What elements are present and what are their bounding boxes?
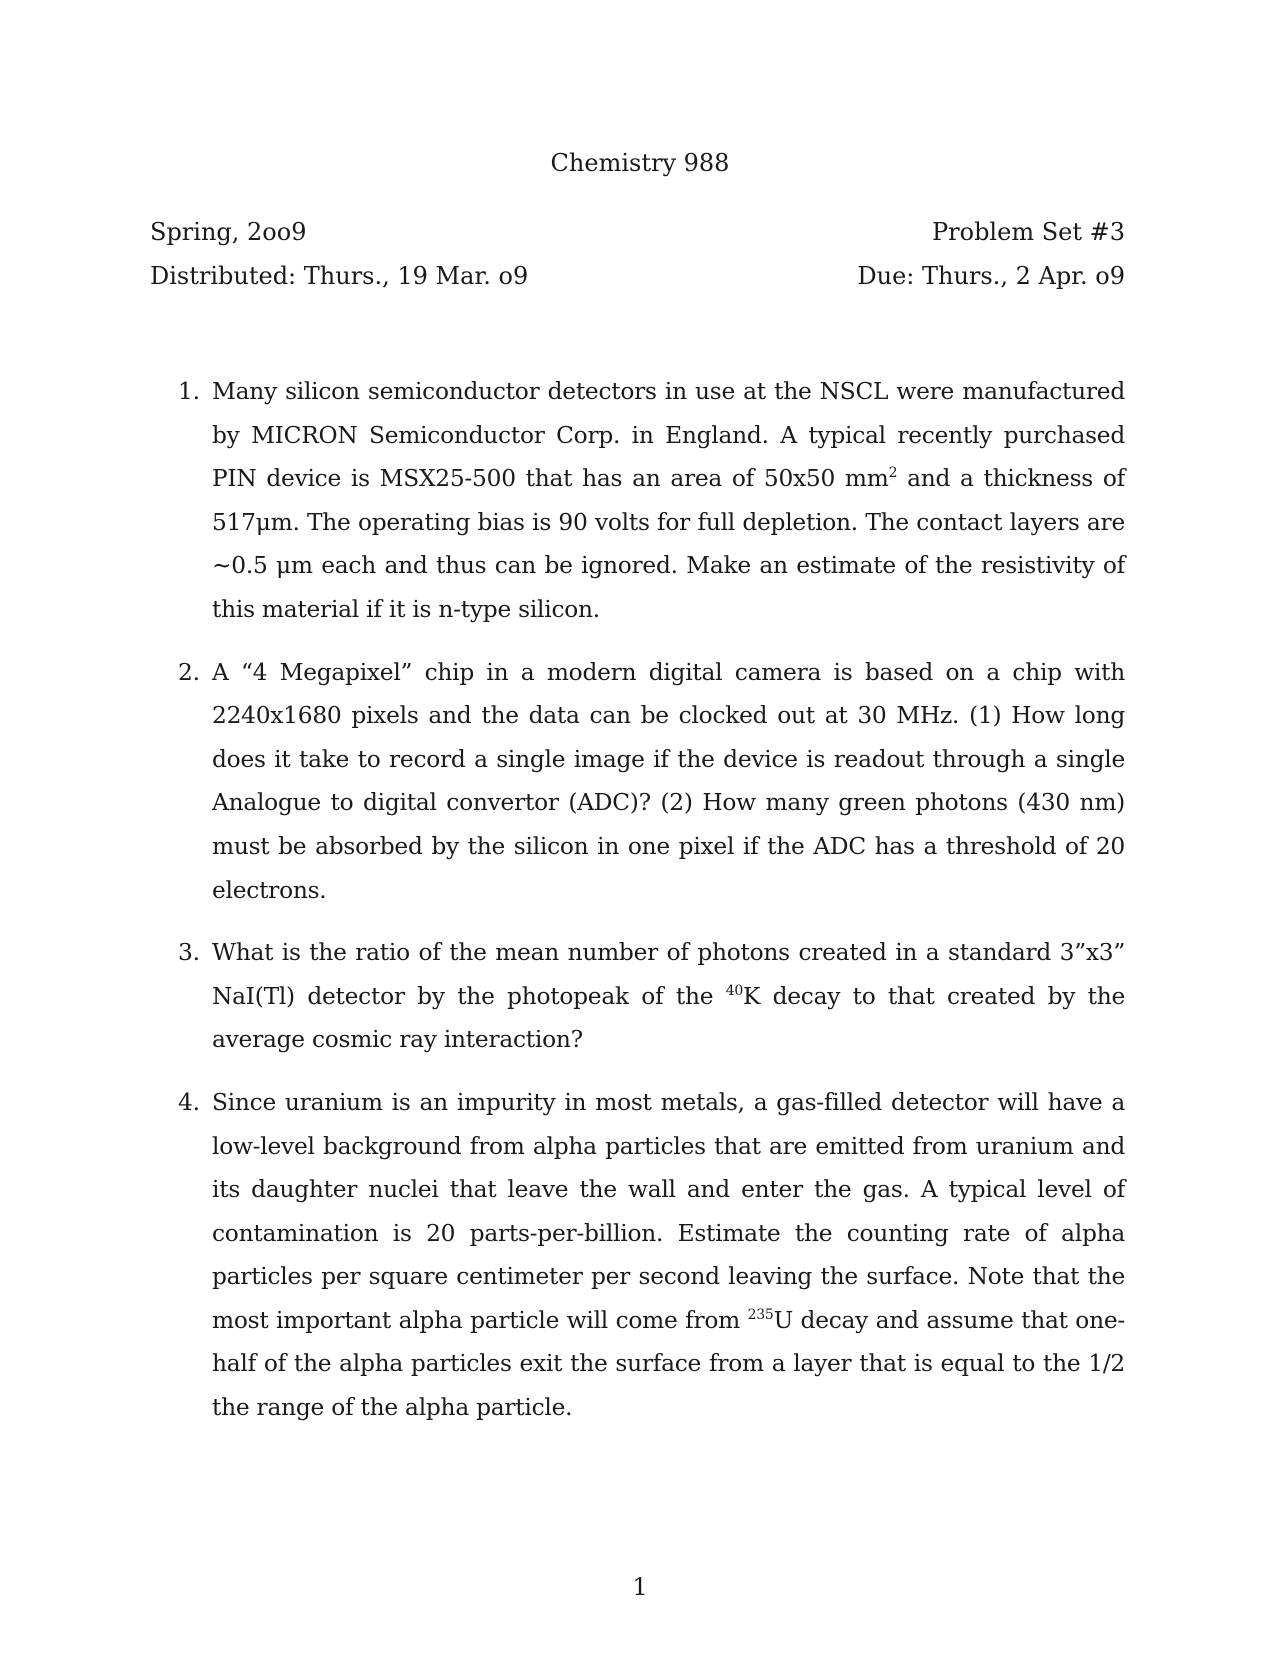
header-row-dates	[150, 261, 1125, 291]
problem-number: 2.	[178, 658, 200, 686]
superscript: 40	[725, 982, 744, 999]
problem-list	[150, 370, 1125, 1449]
problem-text: Many silicon semiconductor detectors in use at the NSCL were manufactured by MICRON Semiconductor Corp. in England. A typical recently purchased PIN device is MSX25-500 that has an area of 50x50 mm	[212, 378, 1125, 493]
problem-4	[150, 1081, 1125, 1430]
due-date: Due: Thurs., 2 Apr. o9	[857, 262, 1125, 290]
problem-2	[150, 651, 1125, 913]
problem-1	[150, 370, 1125, 632]
page-number: 1	[632, 1573, 648, 1601]
header-row-term	[150, 217, 1125, 247]
course-title: Chemistry 988	[550, 149, 730, 177]
distributed-date: Distributed: Thurs., 19 Mar. o9	[150, 262, 529, 290]
problem-3	[150, 931, 1125, 1062]
superscript: 2	[888, 465, 898, 482]
problem-text: A “4 Megapixel” chip in a modern digital camera is based on a chip with 2240x1680 pixels and the data can be clocked out at 30 MHz. (1) How long does it take to record a single image if the device is readout through a single Analogue to digital convertor (ADC)? (2) How many green photons (430 nm) must be absorbed by the silicon in one pixel if the ADC has a threshold of 20 electrons.	[212, 658, 1125, 904]
problem-text-cont: U decay and assume that one-half of the alpha particles exit the surface from a layer that is equal to the 1/2 the range of the alpha particle.	[212, 1306, 1125, 1422]
superscript: 235	[747, 1306, 774, 1323]
problem-number: 4.	[178, 1088, 200, 1116]
problem-set-label: Problem Set #3	[932, 218, 1125, 246]
problem-text: Since uranium is an impurity in most metals, a gas-filled detector will have a low-level background from alpha particles that are emitted from uranium and its daughter nuclei that leave the wall and enter the gas. A typical level of contamination is 20 parts-per-billion. Estimate the counting rate of alpha particles per square centimeter per second leaving the surface. Note that the most important alpha particle will come from	[212, 1088, 1125, 1334]
problem-text-cont: and a thickness of 517μm. The operating bias is 90 volts for full depletion. The contact layers are ∼0.5 μm each and thus can be ignored. Make an estimate of the resistivity of this material if it is n-type silicon.	[212, 465, 1125, 623]
term-label: Spring, 2oo9	[150, 218, 307, 246]
problem-number: 3.	[178, 939, 200, 967]
problem-number: 1.	[178, 378, 200, 405]
problem-text-cont: K decay to that created by the average cosmic ray interaction?	[212, 982, 1125, 1054]
problem-text: What is the ratio of the mean number of photons created in a standard 3”x3” NaI(Tl) detector by the photopeak of the	[212, 939, 1125, 1010]
